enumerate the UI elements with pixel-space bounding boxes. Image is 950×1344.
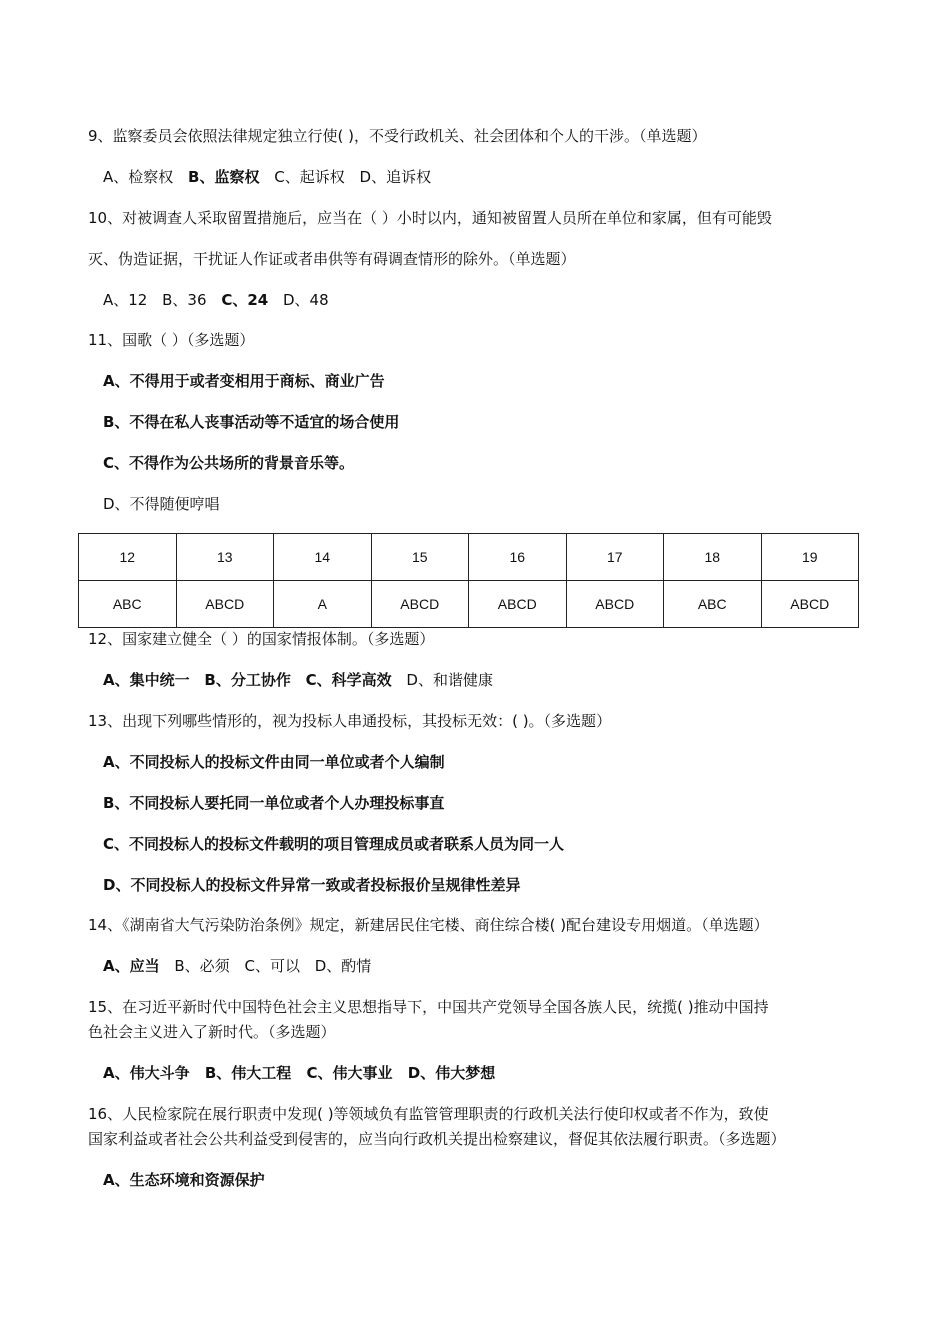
q15-option-a: A、伟大斗争 [103, 1064, 190, 1082]
q9-option-d: D、追诉权 [359, 168, 432, 186]
q13-stem: 13、出现下列哪些情形的，视为投标人串通投标，其投标无效：( )。（多选题） [88, 712, 612, 730]
answer-value-cell: ABC [79, 581, 177, 628]
answer-value-cell: ABCD [566, 581, 664, 628]
q16-stem-line1: 16、人民检家院在展行职责中发现( )等领域负有监管管理职责的行政机关法行使印权或者不作为，致使 [88, 1105, 769, 1123]
q15-stem-line1: 15、在习近平新时代中国特色社会主义思想指导下，中国共产党领导全国各族人民，统揽( )推动中国持 [88, 998, 769, 1016]
answer-number-cell: 16 [469, 534, 567, 581]
answer-number-cell: 13 [176, 534, 274, 581]
q10-option-d: D、48 [282, 291, 329, 309]
q11-option-d: D、不得随便哼唱 [103, 495, 220, 513]
q14-option-c: C、可以 [244, 957, 300, 975]
q13-option-b: B、不同投标人要托同一单位或者个人办理投标事直 [103, 794, 445, 812]
q12-options [103, 669, 493, 691]
q15-option-c: C、伟大事业 [306, 1064, 393, 1082]
q14-option-a: A、应当 [103, 957, 160, 975]
q12-option-b: B、分工协作 [204, 671, 291, 689]
q15-options [103, 1062, 495, 1084]
q12-stem: 12、国家建立健全（ ）的国家情报体制。（多选题） [88, 630, 435, 648]
answer-number-cell: 12 [79, 534, 177, 581]
q14-stem: 14、《湖南省大气污染防治条例》规定，新建居民住宅楼、商住综合楼( )配台建设专用烟道。（单选题） [88, 916, 769, 934]
answer-number-cell: 18 [664, 534, 762, 581]
answer-number-cell: 19 [761, 534, 859, 581]
answer-value-cell: ABCD [469, 581, 567, 628]
q12-option-d: D、和谐健康 [406, 671, 493, 689]
q10-stem-line1: 10、对被调查人采取留置措施后，应当在（ ）小时以内，通知被留置人员所在单位和家属，但有可能毁 [88, 209, 772, 227]
answer-value-cell: A [274, 581, 372, 628]
q11-option-b: B、不得在私人丧事活动等不适宜的场合使用 [103, 413, 400, 431]
answer-value-cell: ABCD [371, 581, 469, 628]
q16-option-a: A、生态环境和资源保护 [103, 1171, 265, 1189]
answer-table [78, 533, 859, 628]
q9-option-a: A、检察权 [103, 168, 174, 186]
q10-option-c: C、24 [221, 291, 269, 309]
answer-table-answer-row [79, 581, 859, 628]
answer-number-cell: 14 [274, 534, 372, 581]
q10-option-a: A、12 [103, 291, 148, 309]
answer-value-cell: ABCD [761, 581, 859, 628]
q13-option-c: C、不同投标人的投标文件载明的项目管理成员或者联系人员为同一人 [103, 835, 565, 853]
q15-option-b: B、伟大工程 [204, 1064, 292, 1082]
q9-options [103, 166, 431, 188]
answer-number-cell: 15 [371, 534, 469, 581]
q12-option-c: C、科学高效 [305, 671, 392, 689]
q15-stem-line2: 色社会主义进入了新时代。（多选题） [88, 1023, 336, 1041]
q13-option-a: A、不同投标人的投标文件由同一单位或者个人编制 [103, 753, 445, 771]
q11-option-c: C、不得作为公共场所的背景音乐等。 [103, 454, 355, 472]
q14-option-d: D、酌情 [314, 957, 372, 975]
q11-option-a: A、不得用于或者变相用于商标、商业广告 [103, 372, 385, 390]
answer-value-cell: ABC [664, 581, 762, 628]
q9-stem: 9、监察委员会依照法律规定独立行使( )，不受行政机关、社会团体和个人的干涉。（单选题） [88, 127, 707, 145]
q9-option-c: C、起诉权 [274, 168, 345, 186]
answer-number-cell: 17 [566, 534, 664, 581]
q14-options [103, 955, 371, 977]
q13-option-d: D、不同投标人的投标文件异常一致或者投标报价呈规律性差异 [103, 876, 521, 894]
answer-table-number-row [79, 534, 859, 581]
q15-option-d: D、伟大梦想 [407, 1064, 496, 1082]
q9-option-b: B、监察权 [188, 168, 260, 186]
answer-value-cell: ABCD [176, 581, 274, 628]
q12-option-a: A、集中统一 [103, 671, 190, 689]
q10-stem-line2: 灭、伪造证据，干扰证人作证或者串供等有碍调查情形的除外。（单选题） [88, 250, 576, 268]
q14-option-b: B、必须 [174, 957, 230, 975]
q16-stem-line2: 国家利益或者社会公共利益受到侵害的，应当向行政机关提出检察建议，督促其依法履行职责。（多选题） [88, 1130, 786, 1148]
q10-option-b: B、36 [162, 291, 207, 309]
q10-options [103, 289, 329, 311]
q11-stem: 11、国歌（ ）（多选题） [88, 331, 255, 349]
